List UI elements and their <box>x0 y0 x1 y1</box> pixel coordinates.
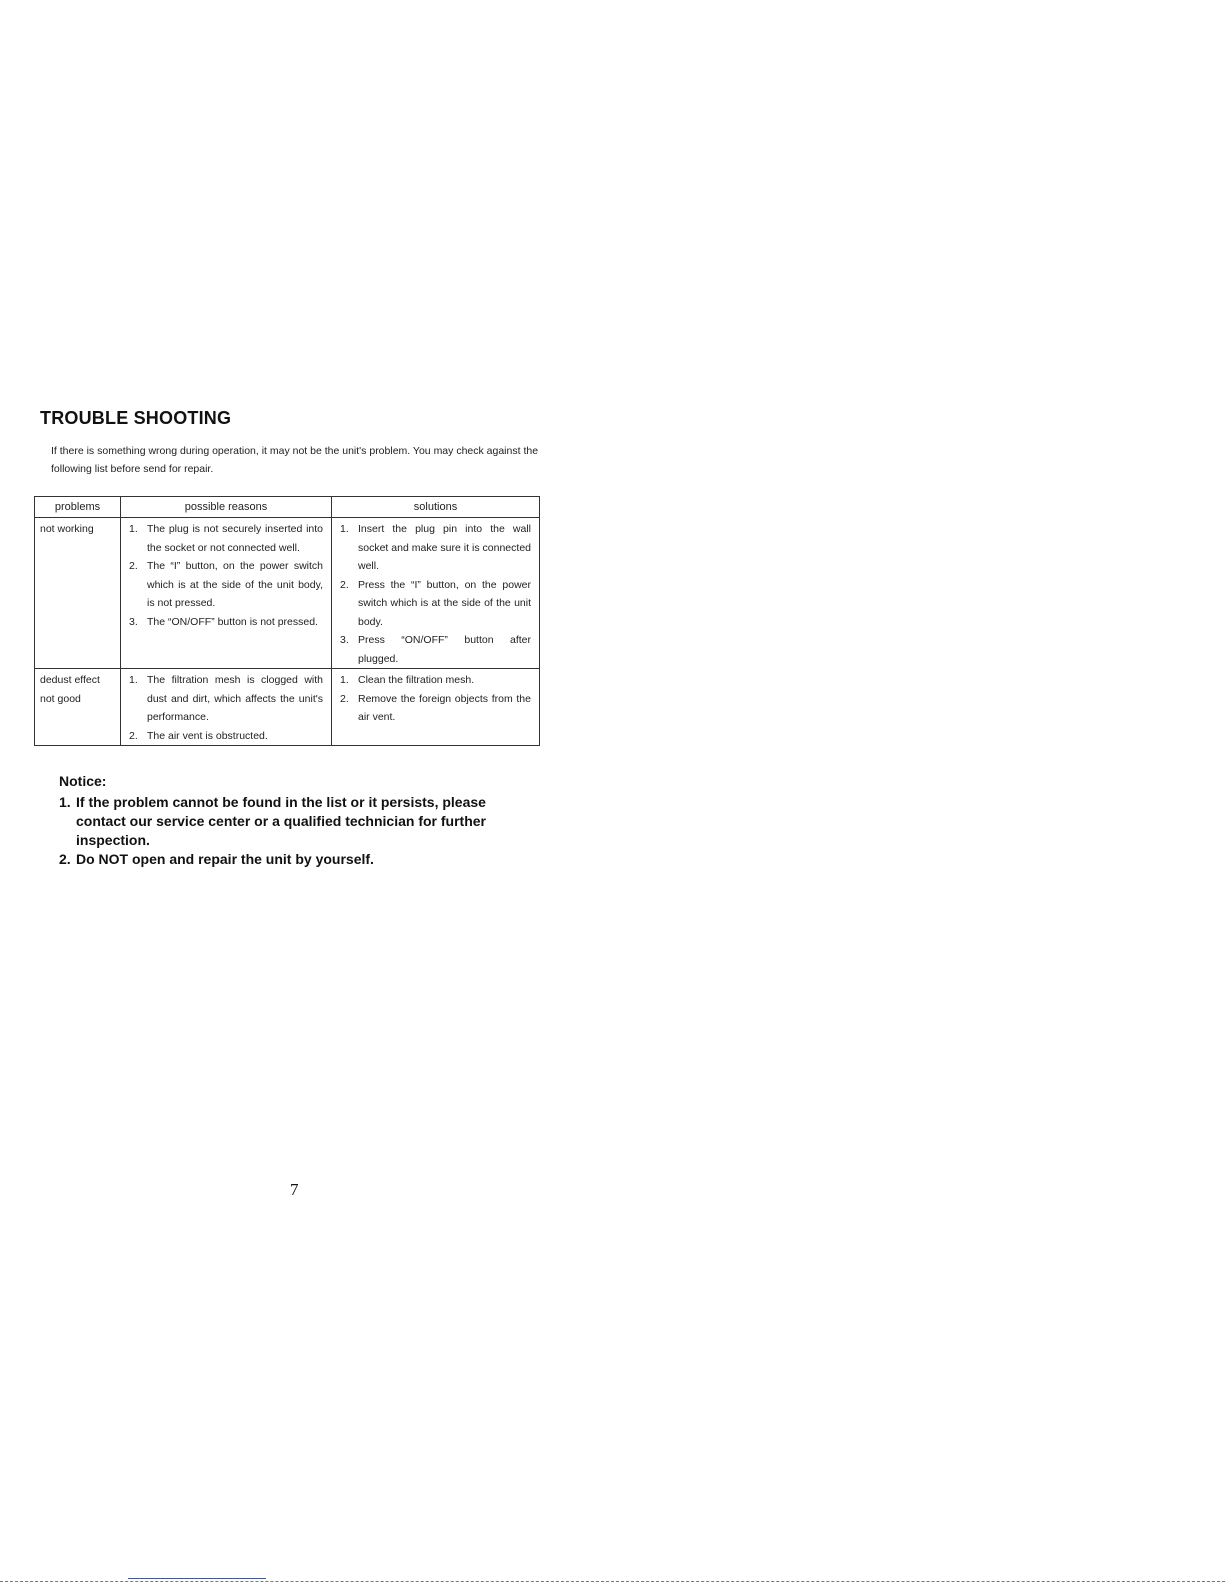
item-text: Insert the plug pin into the wall socket and make sure it is connected well. <box>358 523 531 572</box>
list-item <box>336 690 531 727</box>
item-text: The “ON/OFF” button is not pressed. <box>147 615 318 628</box>
item-number: 2. <box>59 851 71 867</box>
list-item <box>336 576 531 632</box>
solutions-cell <box>332 669 540 746</box>
item-number: 2. <box>129 729 138 742</box>
item-text: Clean the filtration mesh. <box>358 674 475 686</box>
troubleshooting-table <box>34 496 540 746</box>
solutions-cell <box>332 518 540 669</box>
header-possible-reasons: possible reasons <box>121 497 332 518</box>
list-item <box>125 520 323 557</box>
item-text: Remove the foreign objects from the air vent. <box>358 692 531 723</box>
solutions-list <box>332 518 539 668</box>
list-item <box>125 557 323 613</box>
item-number: 2. <box>129 560 138 572</box>
reasons-cell <box>121 518 332 669</box>
list-item <box>125 671 323 727</box>
page-edge-marker <box>128 1578 266 1579</box>
item-number: 1. <box>340 523 349 535</box>
problem-cell: dedust effect not good <box>35 669 121 746</box>
header-solutions: solutions <box>332 497 540 518</box>
header-problems: problems <box>35 497 121 518</box>
notice-section <box>59 772 539 869</box>
item-text: The plug is not securely inserted into the socket or not connected well. <box>147 523 323 554</box>
item-number: 3. <box>129 615 138 628</box>
notice-title: Notice: <box>59 773 107 789</box>
table-header-row <box>35 497 540 518</box>
page-title: TROUBLE SHOOTING <box>40 408 232 428</box>
item-number: 2. <box>340 692 349 705</box>
table-row <box>35 669 540 746</box>
reasons-list <box>121 669 331 745</box>
item-text: Do NOT open and repair the unit by yourself. <box>76 851 374 867</box>
item-text: The filtration mesh is clogged with dust and dirt, which affects the unit's performance. <box>147 674 323 723</box>
list-item <box>336 631 531 668</box>
list-item <box>59 793 539 850</box>
solutions-list <box>332 669 539 727</box>
list-item <box>125 613 323 632</box>
item-number: 1. <box>340 674 349 686</box>
list-item <box>59 850 539 869</box>
table-row <box>35 518 540 669</box>
item-text: Press “ON/OFF” button after plugged. <box>358 634 531 665</box>
item-text: The “I” button, on the power switch which is at the side of the unit body, is not pressed. <box>147 560 323 609</box>
item-number: 2. <box>340 578 349 591</box>
page-number: 7 <box>290 1180 299 1199</box>
item-text: The air vent is obstructed. <box>147 729 268 742</box>
list-item <box>336 520 531 576</box>
item-number: 3. <box>340 634 349 646</box>
reasons-list <box>121 518 331 631</box>
reasons-cell <box>121 669 332 746</box>
notice-list <box>59 793 539 869</box>
item-number: 1. <box>129 523 138 535</box>
item-number: 1. <box>59 794 71 810</box>
item-text: Press the “I” button, on the power switch which is at the side of the unit body. <box>358 578 531 628</box>
intro-paragraph: If there is something wrong during operation, it may not be the unit's problem. You may check against the following list before send for repair. <box>51 445 539 475</box>
item-number: 1. <box>129 674 138 686</box>
list-item <box>125 727 323 746</box>
item-text: If the problem cannot be found in the list or it persists, please contact our service center or a qualified technician for further inspection. <box>76 794 486 848</box>
page-edge-divider <box>0 1581 1225 1582</box>
problem-cell: not working <box>35 518 121 669</box>
list-item <box>336 671 531 690</box>
